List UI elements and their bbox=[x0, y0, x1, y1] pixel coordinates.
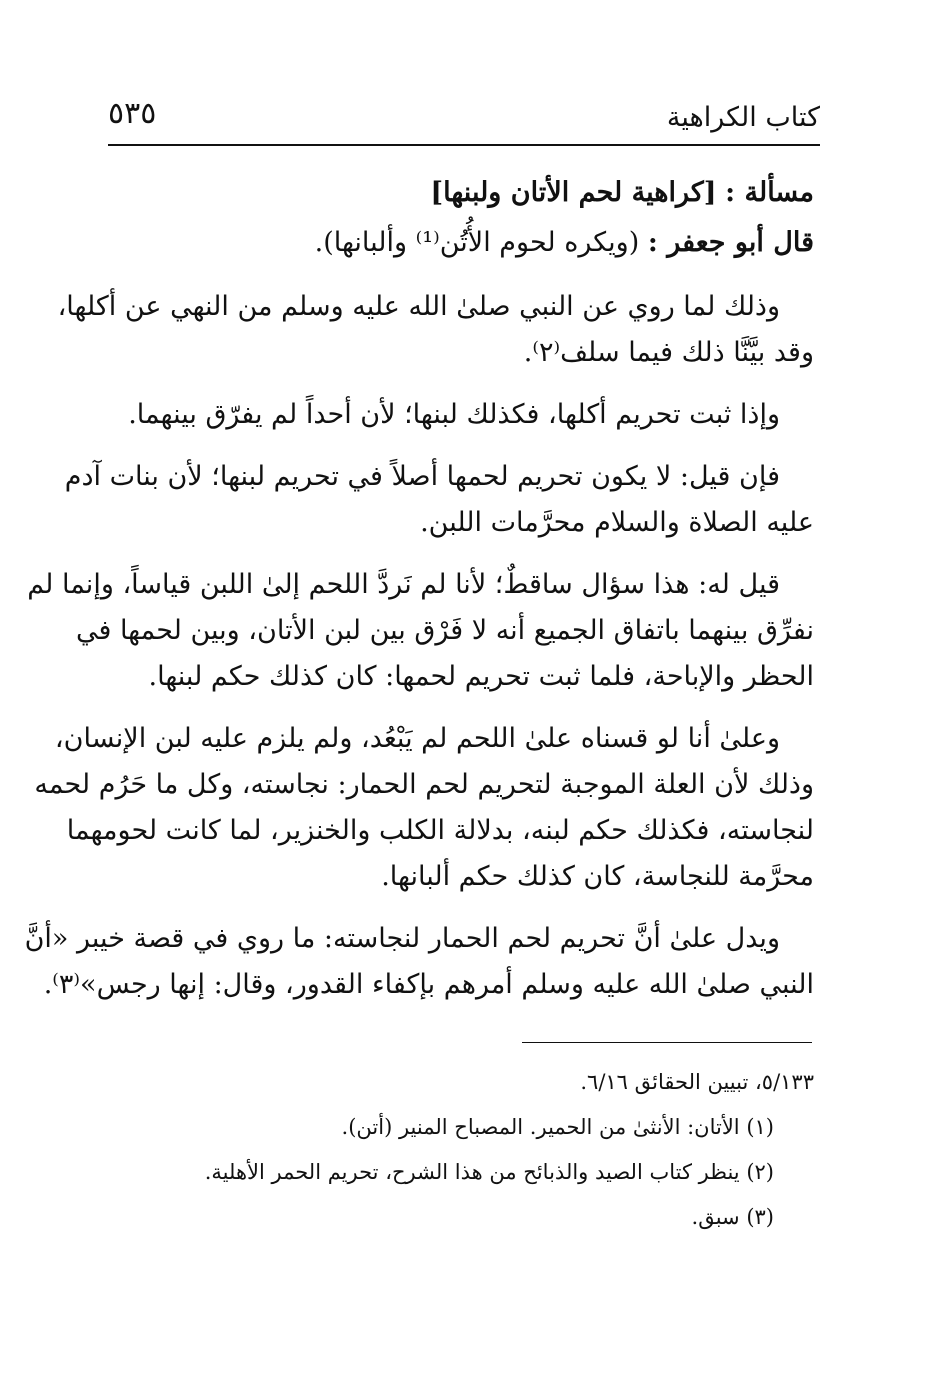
section-label: مسألة : bbox=[725, 177, 814, 208]
text-line: وذلك لأن العلة الموجبة لتحريم لحم الحمار: نجاسته، وكل ما حَرُم لحمه bbox=[34, 769, 814, 800]
text-line: عليه الصلاة والسلام محرَّمات اللبن. bbox=[420, 507, 814, 538]
paragraph bbox=[57, 284, 814, 376]
text-line: قيل له: هذا سؤال ساقطٌ؛ لأنا لم نَردَّ اللحم إلىٰ اللبن قياساً، وإنما لم bbox=[27, 569, 780, 600]
section-title: [كراهية لحم الأتان ولبنها] bbox=[430, 177, 717, 208]
paragraph bbox=[34, 716, 814, 900]
text-line: وعلىٰ أنا لو قسناه علىٰ اللحم لم يَبْعُد، ولم يلزم عليه لبن الإنسان، bbox=[54, 723, 780, 754]
text-line: الحظر والإباحة، فلما ثبت تحريم لحمها: كان كذلك حكم لبنها. bbox=[148, 661, 814, 692]
paragraph bbox=[64, 454, 814, 546]
text-line: نفرِّق بينهما باتفاق الجميع أنه لا فَرْق بين لبن الأتان، وبين لحمها في bbox=[75, 615, 814, 646]
page-number: ٥٣٥ bbox=[108, 96, 157, 131]
text-line: وقد بيَّنَّا ذلك فيما سلف⁽٢⁾. bbox=[523, 337, 814, 368]
main-text bbox=[24, 168, 814, 1008]
quote-text: (ويكره لحوم الأُتُن⁽¹⁾ وألبانها). bbox=[314, 227, 640, 258]
text-line: ويدل علىٰ أنَّ تحريم لحم الحمار لنجاسته: ما روي في قصة خيبر «أنَّ bbox=[24, 923, 780, 954]
paragraph bbox=[27, 562, 814, 700]
footnote-3: (٣) سبق. bbox=[691, 1205, 774, 1229]
footnote-carry: ٥/١٣٣، تبيين الحقائق ٦/١٦. bbox=[580, 1070, 814, 1094]
footnote-1: (١) الأتان: الأنثىٰ من الحمير. المصباح المنير (أتن). bbox=[341, 1115, 774, 1139]
text-line: النبي صلىٰ الله عليه وسلم أمرهم بإكفاء القدور، وقال: إنها رجس»⁽٣⁾. bbox=[43, 969, 814, 1000]
text-line: فإن قيل: لا يكون تحريم لحمها أصلاً في تحريم لبنها؛ لأن بنات آدم bbox=[64, 461, 780, 492]
paragraph bbox=[106, 392, 814, 438]
section-heading bbox=[106, 168, 814, 218]
page-header bbox=[108, 92, 820, 146]
text-line: وإذا ثبت تحريم أكلها، فكذلك لبنها؛ لأن أحداً لم يفرّق بينهما. bbox=[128, 399, 780, 430]
text-line: محرَّمة للنجاسة، كان كذلك حكم ألبانها. bbox=[381, 861, 814, 892]
paragraph bbox=[24, 916, 814, 1008]
quote-speaker: قال أبو جعفر : bbox=[647, 227, 814, 258]
quote-line bbox=[106, 218, 814, 268]
running-title: كتاب الكراهية bbox=[666, 102, 820, 133]
text-line: لنجاسته، فكذلك حكم لبنه، بدلالة الكلب والخنزير، لما كانت لحومهما bbox=[66, 815, 814, 846]
text-line: وذلك لما روي عن النبي صلىٰ الله عليه وسلم من النهي عن أكلها، bbox=[57, 291, 780, 322]
footnote-2: (٢) ينظر كتاب الصيد والذبائح من هذا الشرح، تحريم الحمر الأهلية. bbox=[204, 1160, 774, 1184]
footnote-divider bbox=[522, 1042, 812, 1043]
footnotes bbox=[110, 1060, 814, 1240]
